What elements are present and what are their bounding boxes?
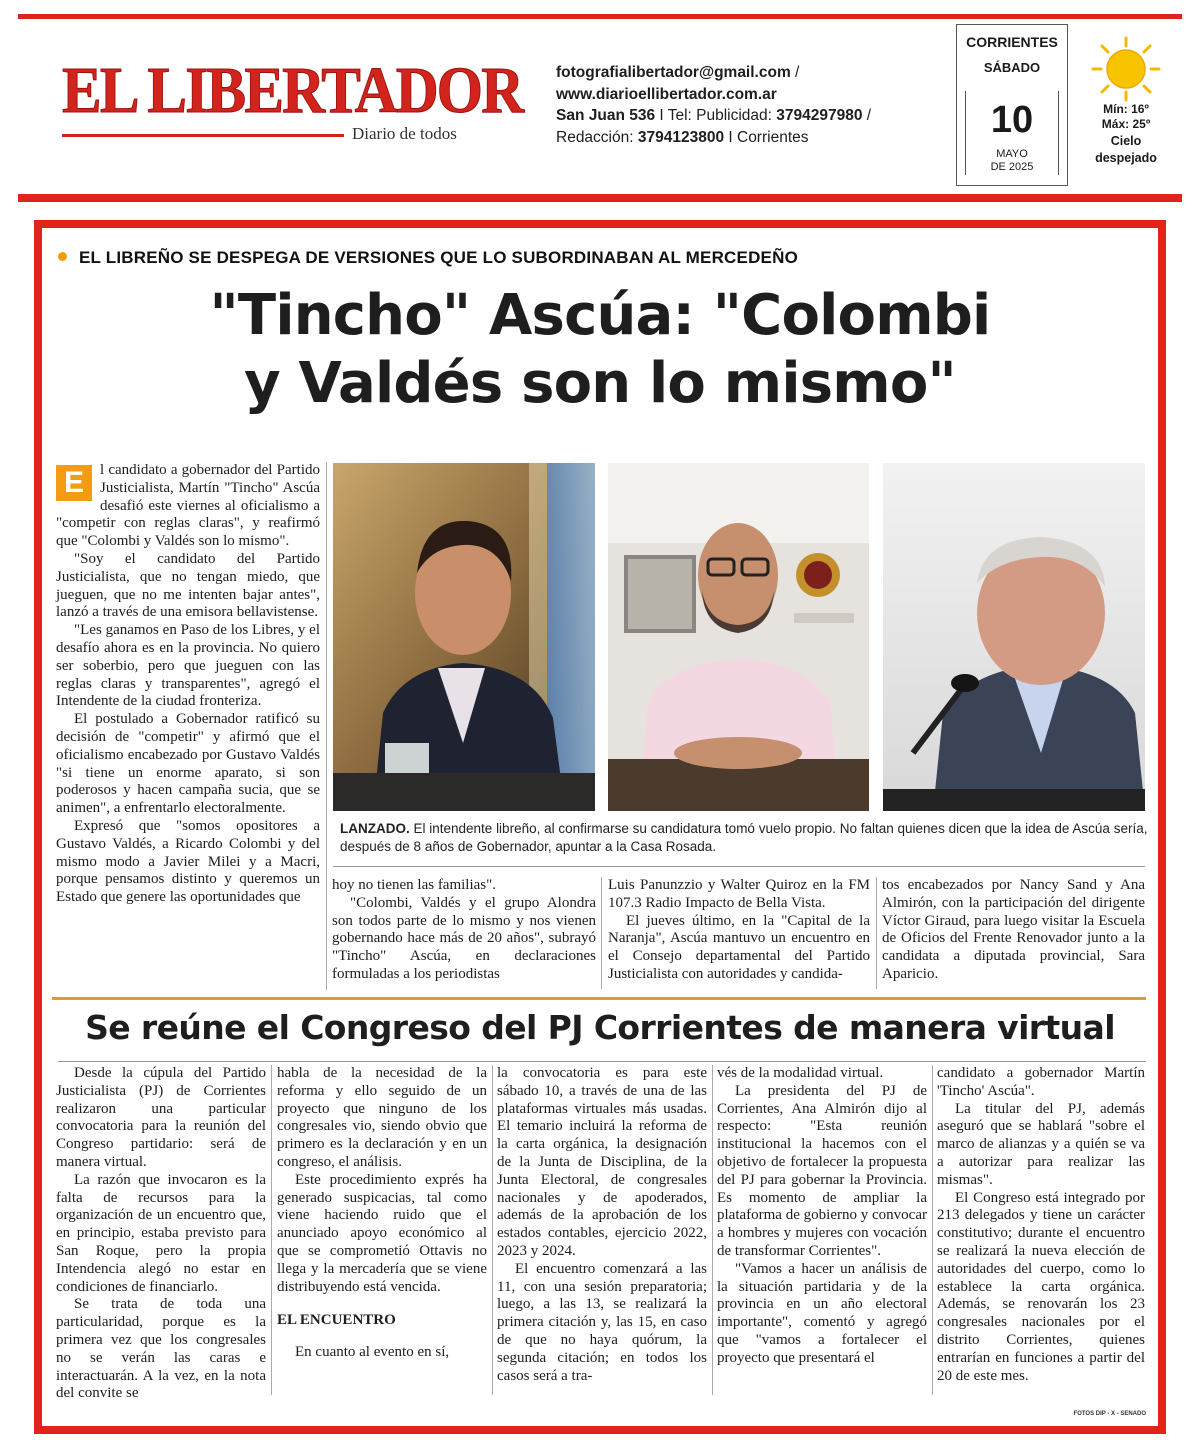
paragraph: El postulado a Gobernador ratificó su decisión de "competir" y afirmó que el oficialismo encabezado por Gustavo Valdés "si tiene un enorme aparato, si son poderosos y hacen campaña sucia, que se animen", a enfrentarlo electoralmente. — [56, 711, 320, 817]
paragraph: La presidenta del PJ de Corrientes, Ana Almirón dijo al respecto: "Esta reunión institucional la hacemos con el objetivo de fortalecer la propuesta del PJ para gobernar la Provincia. Es momento de ampliar la plataforma de gobierno y convocar a hombres y mujeres con vocación de transformar Corrientes". — [717, 1082, 927, 1259]
paragraph: La razón que invocaron es la falta de recursos para la organización de un encuentro que, en principio, estaba previsto para San Roque, pero la propia Intendencia alegó no estar en condiciones de financiarlo. — [56, 1171, 266, 1295]
slogan: Diario de todos — [352, 124, 457, 143]
article2-column-2 — [277, 1065, 487, 1362]
headline-line-1: "Tincho" Ascúa: "Colombi — [209, 283, 991, 348]
newspaper-logo[interactable]: EL LIBERTADOR — [62, 54, 523, 127]
paragraph: El encuentro comenzará a las 11, con una sesión preparatoria; luego, a las 13, se realizará la primera citación y, las 15, en caso de que no haya quórum, la segunda citación; en todos los casos será a tra- — [497, 1260, 707, 1384]
paragraph: "Vamos a hacer un análisis de la situación partidaria y de la provincia en un año electoral importante", comentó y agregó que "vamos a fortalecer el proyecto que presentará el — [717, 1260, 927, 1366]
weather-min: Mín: 16º — [1103, 102, 1149, 116]
contact-email[interactable]: fotografialibertador@gmail.com — [556, 64, 791, 81]
date-month: MAYO — [996, 148, 1028, 160]
paragraph: Expresó que "somos opositores a Gustavo Valdés, a Ricardo Colombi y del mismo modo a Javier Milei y a Macri, porque pensamos distinto y queremos un Estado que genere las oportunidades que — [56, 817, 320, 906]
photo-caption — [340, 820, 1150, 856]
slogan-underline — [62, 134, 344, 137]
paragraph: "Les ganamos en Paso de los Libres, y el desafío ahora es en la provincia. No quiero ser soberbio, pero que jueguen con las reglas claras y transparentes", agregó el Intendente de la ciudad fronteriza. — [56, 622, 320, 710]
paragraph: habla de la necesidad de la reforma y ello seguido de un proyecto que ninguno de los congresales vio, siendo obvio que primero es la declaración y en un congreso, el análisis. — [277, 1065, 487, 1170]
paragraph: La titular del PJ, además aseguró que se hablará "sobre el marco de alianzas y a quién se va a autorizar para realizar las mismas". — [937, 1100, 1145, 1188]
portrait-image — [883, 463, 1145, 811]
column-divider — [601, 877, 602, 989]
weather-max: Máx: 25º — [1101, 117, 1151, 131]
paragraph: Este procedimiento exprés ha generado suspicacias, tal como viene haciendo ruido que el anunciado apoyo económico al que se comprometió Ottavis no llega y la mercadería que se viene distribuyendo está vencida. — [277, 1171, 487, 1295]
paragraph: vés de la modalidad virtual. — [717, 1065, 884, 1081]
date-box — [956, 24, 1068, 186]
article1-column-3 — [608, 877, 870, 984]
paragraph: candidato a gobernador Martín 'Tincho' Ascúa". — [937, 1065, 1145, 1099]
contact-redaccion-label: Redacción: — [556, 128, 638, 146]
masthead-bottom-rule — [18, 194, 1182, 202]
date-weekday: SÁBADO — [983, 60, 1041, 75]
portrait-image — [333, 463, 595, 811]
paragraph: tos encabezados por Nancy Sand y Ana Almirón, con la participación del dirigente Víctor Giraud, para luego visitar la Escuela de Oficios del Frente Renovador junto a la candidata a diputada provincial, Sara Aparicio. — [882, 877, 1145, 982]
article-separator — [52, 997, 1146, 1000]
caption-lead: LANZADO. — [340, 821, 410, 836]
column-divider — [932, 1065, 933, 1395]
column-divider — [876, 877, 877, 989]
sun-icon — [1091, 36, 1161, 102]
contact-tel-publicidad[interactable]: 3794297980 — [776, 107, 863, 124]
contact-address: San Juan 536 — [556, 107, 656, 124]
column-divider — [271, 1065, 272, 1395]
headline-line-2: y Valdés son lo mismo" — [244, 351, 956, 416]
subhead: EL ENCUENTRO — [277, 1312, 396, 1329]
article-headline[interactable] — [40, 282, 1160, 418]
article1-column-1 — [56, 462, 320, 907]
portrait-image — [608, 463, 869, 811]
contact-tel-label: I Tel: Publicidad: — [655, 107, 777, 124]
photo-credit: FOTOS DIP - X - SENADO — [1073, 1411, 1146, 1417]
photo-ascua[interactable] — [608, 463, 869, 811]
top-red-rule — [18, 14, 1182, 19]
paragraph: la convocatoria es para este sábado 10, a través de una de las plataformas virtuales más usadas. El temario incluirá la reforma de la carta orgánica, la designación de la Junta de Disciplina, de la Junta Electoral, de congresales nacionales y de apoderados, además de la aprobación de los estados contables, ejercicio 2022, 2023 y 2024. — [497, 1065, 707, 1259]
paragraph: En cuanto al evento en sí, — [295, 1344, 450, 1361]
date-year: DE 2025 — [990, 161, 1034, 173]
photo-colombi[interactable] — [883, 463, 1145, 811]
paragraph: E l candidato a gobernador del Partido Justicialista, Martín "Tincho" Ascúa desafió este viernes al oficialismo a "competir con reglas claras", y reafirmó que "Colombi y Valdés son lo mismo". — [56, 462, 320, 550]
bullet-icon — [58, 252, 67, 261]
column-divider — [492, 1065, 493, 1395]
article2-column-1 — [56, 1065, 266, 1403]
slogan-row — [62, 124, 482, 150]
caption-rule — [333, 866, 1145, 867]
article2-column-5 — [937, 1065, 1145, 1385]
contact-separator: / — [790, 64, 800, 81]
article1-column-2 — [332, 877, 596, 984]
paragraph: "Soy el candidato del Partido Justicialista, que no tengan miedo, que jueguen, que no me intenten bajar antes", lanzó a través de una emisora bellavistense. — [56, 550, 320, 621]
article2-headline[interactable]: Se reúne el Congreso del PJ Corrientes de manera virtual — [85, 1008, 1115, 1047]
photo-strip[interactable] — [333, 463, 1145, 811]
paragraph: hoy no tienen las familias". — [332, 877, 497, 893]
paragraph: Luis Panunzzio y Walter Quiroz en la FM 107.3 Radio Impacto de Bella Vista. — [608, 877, 870, 911]
headline-rule — [58, 1061, 1146, 1062]
caption-text: El intendente libreño, al confirmarse su candidatura tomó vuelo propio. No faltan quienes dicen que la idea de Ascúa sería, después de 8 años de Gobernador, apuntar a la Casa Rosada. — [340, 821, 1148, 854]
weather-sky-2: despejado — [1095, 151, 1157, 165]
contact-separator: / — [862, 107, 872, 124]
paragraph: El jueves último, en la "Capital de la Naranja", Ascúa mantuvo un encuentro en el Consejo departamental del Partido Justicialista con autoridades y candida- — [608, 912, 870, 982]
column-divider — [326, 462, 327, 990]
article2-column-4 — [717, 1065, 927, 1368]
article2-column-3 — [497, 1065, 707, 1385]
paragraph: Se trata de toda una particularidad, porque es la primera vez que los congresales no se verán las caras e interactuarán. A la vez, en la nota del convite se — [56, 1296, 266, 1402]
date-number-box — [965, 91, 1059, 175]
drop-cap: E — [56, 465, 92, 501]
date-city: CORRIENTES — [966, 34, 1058, 50]
date-day-number: 10 — [990, 99, 1034, 141]
column-divider — [712, 1065, 713, 1395]
contact-city: I Corrientes — [724, 128, 809, 146]
paragraph: Desde la cúpula del Partido Justicialista (PJ) de Corrientes realizaron una particular convocatoria para la reunión del Congreso partidario: será de manera virtual. — [56, 1065, 266, 1170]
weather-sky-1: Cielo — [1110, 134, 1142, 148]
article1-column-4 — [882, 877, 1145, 984]
contact-tel-redaccion[interactable]: 3794123800 — [637, 128, 725, 146]
paragraph: "Colombi, Valdés y el grupo Alondra son todos parte de lo mismo y nos vienen gobernando hace más de 20 años", subrayó "Tincho" Ascúa, en declaraciones formuladas a los periodistas — [332, 894, 596, 982]
masthead[interactable] — [62, 54, 523, 150]
photo-valdes[interactable] — [333, 463, 595, 811]
weather-box — [1078, 36, 1174, 167]
contact-website[interactable]: www.diarioellibertador.com.ar — [556, 85, 777, 103]
kicker-text: EL LIBREÑO SE DESPEGA DE VERSIONES QUE LO SUBORDINABAN AL MERCEDEÑO — [79, 248, 798, 267]
contact-info — [556, 62, 926, 148]
article-kicker — [58, 248, 798, 268]
paragraph: El Congreso está integrado por 213 delegados y tiene un carácter constitutivo; durante el encuentro se realizará la nueva elección de autoridades del cuerpo, como lo establece la carta orgánica. Además, se renovarán los 23 congresales nacionales por el distrito Corrientes, quienes entrarían en funciones a partir del 20 de este mes. — [937, 1189, 1145, 1384]
